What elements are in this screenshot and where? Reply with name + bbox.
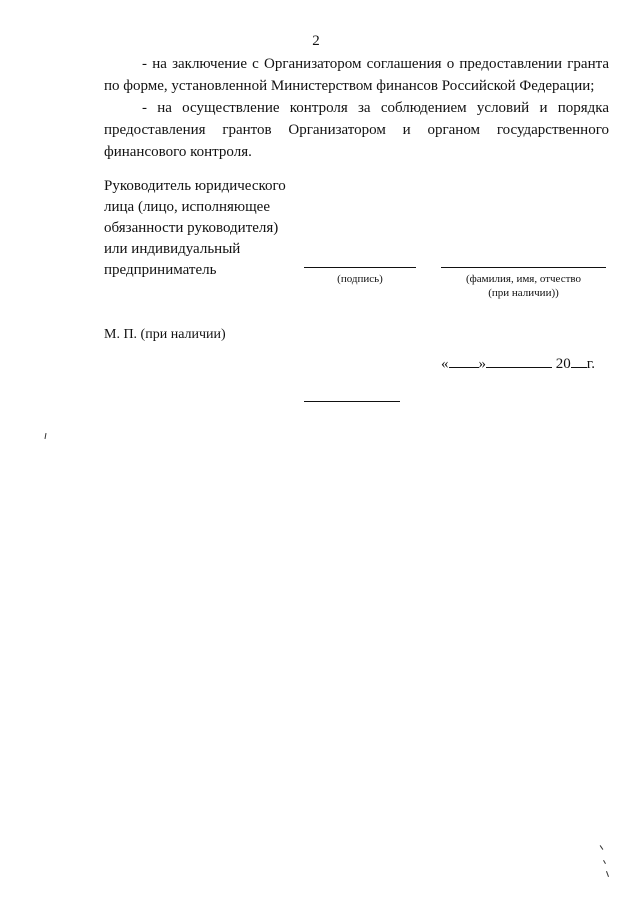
year-prefix: 20: [555, 356, 571, 372]
scan-speck: [44, 433, 46, 439]
signature-line: [304, 267, 416, 268]
fullname-caption: [441, 272, 606, 300]
end-rule: [304, 401, 400, 402]
year-suffix: г.: [586, 356, 595, 372]
stamp-label: М. П. (при наличии): [104, 327, 226, 342]
signer-title-line: лица (лицо, исполняющее: [104, 199, 270, 215]
page-number: 2: [312, 33, 320, 49]
consent-paragraph-control: - на осуществление контроля за соблюдением условий и порядка предоставления грантов Организатором и органом государственного финансового контроля.: [104, 100, 609, 160]
signature-caption: (подпись): [337, 273, 383, 285]
fullname-caption-line: (фамилия, имя, отчество: [465, 273, 582, 285]
fullname-caption-line: (при наличии)): [488, 287, 559, 299]
month-blank: [486, 355, 552, 368]
date-line: [441, 355, 595, 373]
signer-title-line: Руководитель юридического: [104, 178, 286, 194]
signer-title-line: предприниматель: [104, 262, 217, 278]
signer-title: [104, 176, 304, 281]
day-blank: [449, 355, 479, 368]
scan-speck: [600, 845, 604, 850]
scan-speck: [606, 871, 609, 877]
scan-speck: [603, 860, 606, 864]
consent-text: [104, 53, 609, 163]
signer-title-line: или индивидуальный: [104, 241, 241, 257]
date-open-quote: «: [441, 356, 449, 372]
signer-title-line: обязанности руководителя): [104, 220, 279, 236]
year-blank: [571, 355, 587, 368]
consent-paragraph-agreement: - на заключение с Организатором соглашения о предоставлении гранта по форме, установленной Министерством финансов Российской Федерации;: [104, 56, 609, 94]
fullname-line: [441, 267, 606, 268]
date-close-quote: »: [478, 356, 486, 372]
